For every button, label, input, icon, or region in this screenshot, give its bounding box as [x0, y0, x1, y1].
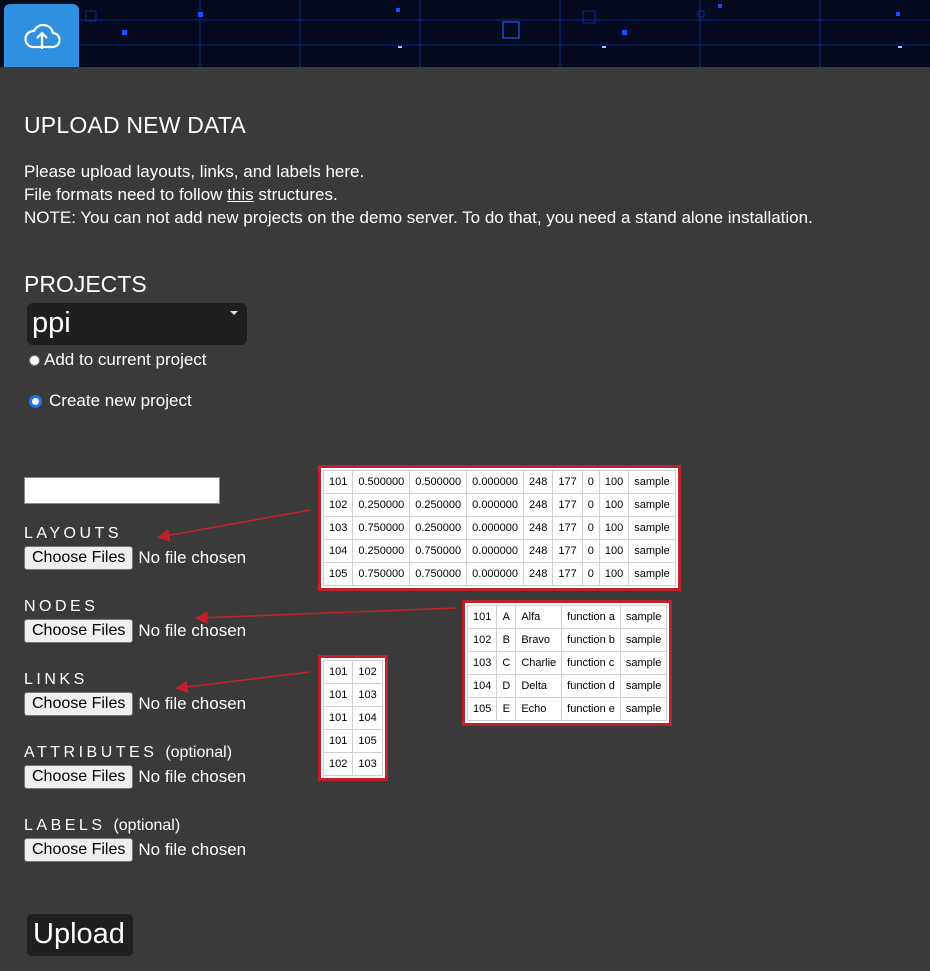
nodes-sample-cell: E — [497, 698, 516, 721]
nodes-label — [24, 598, 98, 616]
nodes-sample-cell: function a — [562, 606, 621, 629]
description — [24, 160, 813, 229]
nodes-sample-row — [468, 698, 667, 721]
layouts-sample-cell: sample — [629, 494, 675, 517]
nodes-sample-cell: function c — [562, 652, 621, 675]
layouts-sample-cell: 102 — [324, 494, 353, 517]
upload-button[interactable]: Upload — [27, 914, 133, 956]
layouts-sample-cell: 248 — [524, 540, 553, 563]
cloud-upload-button[interactable] — [4, 4, 79, 67]
project-select-value: ppi — [32, 307, 71, 339]
radio-add-label: Add to current project — [44, 350, 207, 369]
layouts-sample-cell: 177 — [553, 494, 582, 517]
layouts-sample-cell: 0.250000 — [353, 494, 410, 517]
nodes-sample-row — [468, 606, 667, 629]
description-note: NOTE: You can not add new projects on the demo server. To do that, you need a stand alone installation. — [24, 208, 813, 227]
layouts-choose-files-button[interactable]: Choose Files — [24, 546, 133, 570]
projects-title: PROJECTS — [24, 271, 147, 297]
links-sample-row — [324, 707, 383, 730]
layouts-sample-cell: 248 — [524, 471, 553, 494]
links-arrow — [178, 672, 310, 688]
nodes-sample-panel — [462, 600, 672, 726]
nodes-choose-files-button[interactable]: Choose Files — [24, 619, 133, 643]
nodes-sample-cell: 101 — [468, 606, 497, 629]
nodes-sample-cell: sample — [620, 652, 666, 675]
chevron-down-icon — [230, 311, 238, 315]
attributes-optional-text: (optional) — [165, 744, 233, 761]
layouts-sample-cell: 104 — [324, 540, 353, 563]
nodes-sample-cell: sample — [620, 675, 666, 698]
layouts-sample-row — [324, 540, 676, 563]
layouts-sample-cell: 0.000000 — [467, 494, 524, 517]
layouts-sample-cell: 100 — [599, 517, 628, 540]
layouts-sample-cell: 0.000000 — [467, 540, 524, 563]
layouts-sample-cell: 248 — [524, 517, 553, 540]
layouts-sample-cell: 0.750000 — [353, 563, 410, 586]
layouts-sample-cell: 177 — [553, 540, 582, 563]
layouts-sample-cell: 248 — [524, 494, 553, 517]
layouts-sample-cell: sample — [629, 540, 675, 563]
layouts-sample-cell: 100 — [599, 540, 628, 563]
links-sample-row — [324, 730, 383, 753]
project-select[interactable] — [27, 303, 247, 345]
nodes-sample-cell: D — [497, 675, 516, 698]
nodes-file-input[interactable] — [24, 619, 246, 643]
labels-file-status: No file chosen — [138, 840, 247, 859]
layouts-file-input[interactable] — [24, 546, 246, 570]
layouts-sample-cell: 0.500000 — [353, 471, 410, 494]
layouts-sample-cell: sample — [629, 563, 675, 586]
labels-label-text: LABELS — [24, 817, 106, 834]
nodes-sample-cell: 105 — [468, 698, 497, 721]
layouts-sample-cell: 248 — [524, 563, 553, 586]
layouts-sample-cell: 103 — [324, 517, 353, 540]
radio-new-button[interactable] — [29, 395, 42, 408]
formats-link[interactable]: this — [227, 185, 254, 204]
layouts-sample-cell: 0.500000 — [410, 471, 467, 494]
nodes-sample-cell: 104 — [468, 675, 497, 698]
layouts-sample-cell: 0.250000 — [353, 540, 410, 563]
links-sample-cell: 104 — [353, 707, 382, 730]
radio-add-to-current[interactable] — [29, 350, 207, 370]
description-prefix: File formats need to follow — [24, 185, 228, 204]
layouts-sample-panel — [318, 465, 681, 591]
layouts-sample-cell: 0.000000 — [467, 517, 524, 540]
layouts-label-text: LAYOUTS — [24, 525, 122, 542]
description-line-1: Please upload layouts, links, and labels here. — [24, 162, 365, 181]
labels-optional-text: (optional) — [113, 817, 181, 834]
links-sample-cell: 101 — [324, 707, 353, 730]
nodes-sample-cell: sample — [620, 629, 666, 652]
links-label-text: LINKS — [24, 671, 88, 688]
nodes-sample-cell: A — [497, 606, 516, 629]
layouts-sample-row — [324, 517, 676, 540]
layouts-sample-cell: 0.750000 — [410, 563, 467, 586]
nodes-sample-cell: Delta — [516, 675, 562, 698]
layouts-sample-row — [324, 494, 676, 517]
layouts-sample-cell: 0 — [582, 471, 599, 494]
layouts-sample-cell: 0.250000 — [410, 494, 467, 517]
links-sample-row — [324, 684, 383, 707]
nodes-sample-cell: B — [497, 629, 516, 652]
layouts-sample-cell: 0.000000 — [467, 563, 524, 586]
links-sample-row — [324, 661, 383, 684]
links-sample-row — [324, 753, 383, 776]
layouts-sample-cell: 0 — [582, 494, 599, 517]
labels-label — [24, 817, 180, 835]
nodes-sample-cell: Alfa — [516, 606, 562, 629]
description-line-2 — [24, 183, 813, 206]
nodes-sample-cell: Bravo — [516, 629, 562, 652]
nodes-arrow — [198, 608, 456, 618]
links-sample-table — [323, 660, 383, 776]
layouts-sample-cell: 100 — [599, 494, 628, 517]
radio-create-new[interactable] — [29, 391, 192, 411]
nodes-sample-cell: 102 — [468, 629, 497, 652]
attributes-choose-files-button[interactable]: Choose Files — [24, 765, 133, 789]
links-sample-cell: 105 — [353, 730, 382, 753]
nodes-label-text: NODES — [24, 598, 99, 615]
nodes-sample-table — [467, 605, 667, 721]
layouts-sample-cell: 177 — [553, 517, 582, 540]
layouts-sample-cell: sample — [629, 471, 675, 494]
links-file-status: No file chosen — [138, 694, 247, 713]
cloud-upload-icon — [22, 21, 62, 51]
layouts-sample-cell: 100 — [599, 563, 628, 586]
nodes-sample-cell: C — [497, 652, 516, 675]
layouts-sample-cell: sample — [629, 517, 675, 540]
nodes-sample-cell: sample — [620, 698, 666, 721]
nodes-sample-cell: function b — [562, 629, 621, 652]
layouts-file-status: No file chosen — [138, 548, 247, 567]
links-sample-cell: 102 — [324, 753, 353, 776]
radio-add-button[interactable] — [29, 355, 40, 366]
nodes-sample-row — [468, 675, 667, 698]
layouts-sample-cell: 0.750000 — [353, 517, 410, 540]
layouts-sample-cell: 0.750000 — [410, 540, 467, 563]
nodes-sample-cell: function d — [562, 675, 621, 698]
links-choose-files-button[interactable]: Choose Files — [24, 692, 133, 716]
layouts-sample-table — [323, 470, 676, 586]
layouts-sample-cell: 100 — [599, 471, 628, 494]
layouts-sample-row — [324, 471, 676, 494]
links-sample-cell: 103 — [353, 684, 382, 707]
nodes-sample-row — [468, 652, 667, 675]
description-suffix: structures. — [253, 185, 338, 204]
header-banner — [0, 0, 930, 67]
layouts-sample-cell: 105 — [324, 563, 353, 586]
attributes-label-text: ATTRIBUTES — [24, 744, 158, 761]
links-sample-cell: 103 — [353, 753, 382, 776]
layouts-sample-cell: 0 — [582, 517, 599, 540]
layouts-sample-cell: 0 — [582, 563, 599, 586]
links-sample-cell: 101 — [324, 730, 353, 753]
links-file-input[interactable] — [24, 692, 246, 716]
attributes-file-status: No file chosen — [138, 767, 247, 786]
layouts-sample-cell: 177 — [553, 563, 582, 586]
layouts-sample-cell: 101 — [324, 471, 353, 494]
layouts-sample-row — [324, 563, 676, 586]
links-sample-panel — [318, 655, 388, 781]
labels-file-input[interactable] — [24, 838, 246, 862]
layouts-sample-cell: 177 — [553, 471, 582, 494]
radio-new-label: Create new project — [49, 391, 192, 410]
nodes-sample-row — [468, 629, 667, 652]
page-title: UPLOAD NEW DATA — [24, 112, 246, 138]
layouts-label — [24, 525, 122, 543]
links-sample-cell: 101 — [324, 684, 353, 707]
nodes-sample-cell: function e — [562, 698, 621, 721]
labels-choose-files-button[interactable]: Choose Files — [24, 838, 133, 862]
new-project-name-input[interactable] — [24, 477, 220, 504]
attributes-file-input[interactable] — [24, 765, 246, 789]
links-sample-cell: 102 — [353, 661, 382, 684]
nodes-sample-cell: 103 — [468, 652, 497, 675]
nodes-sample-cell: sample — [620, 606, 666, 629]
nodes-file-status: No file chosen — [138, 621, 247, 640]
layouts-sample-cell: 0.000000 — [467, 471, 524, 494]
circuit-banner-graphic — [0, 0, 930, 67]
attributes-label — [24, 744, 232, 762]
layouts-arrow — [160, 510, 310, 537]
layouts-sample-cell: 0 — [582, 540, 599, 563]
links-label — [24, 671, 88, 689]
layouts-sample-cell: 0.250000 — [410, 517, 467, 540]
links-sample-cell: 101 — [324, 661, 353, 684]
nodes-sample-cell: Charlie — [516, 652, 562, 675]
nodes-sample-cell: Echo — [516, 698, 562, 721]
